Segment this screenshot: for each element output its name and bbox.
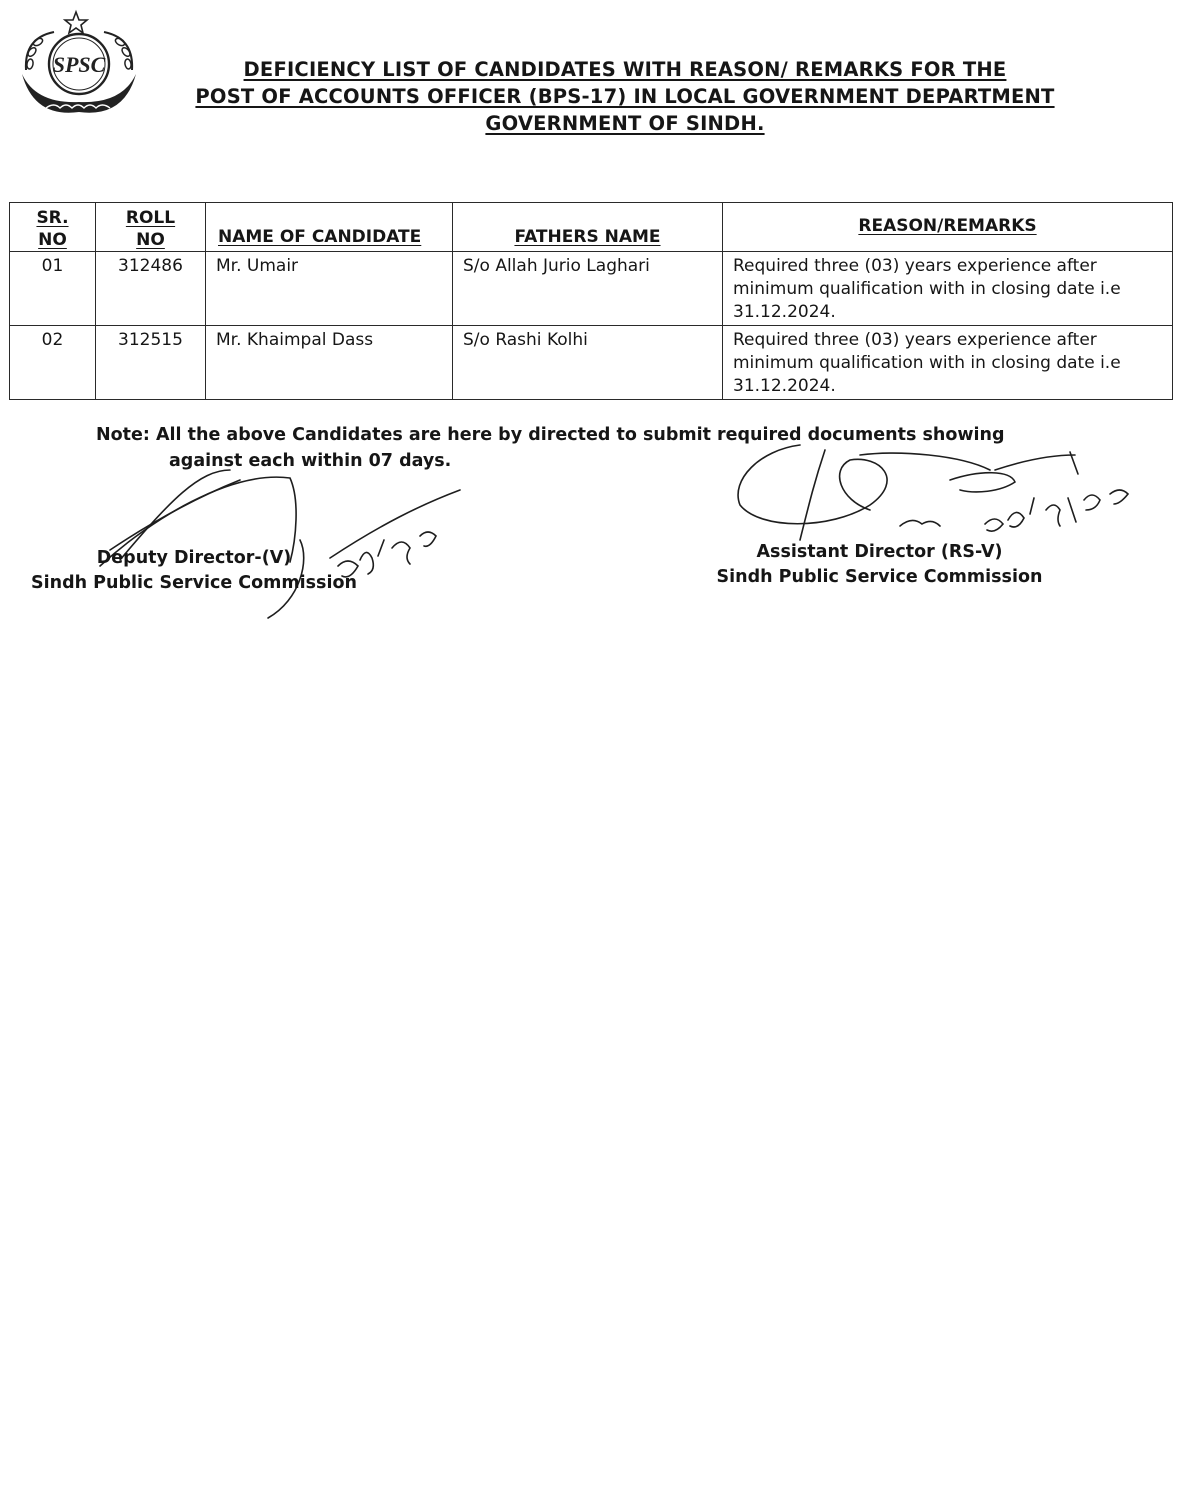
- header-candidate-name: NAME OF CANDIDATE: [206, 203, 453, 252]
- title-line-1: DEFICIENCY LIST OF CANDIDATES WITH REASON/ REMARKS FOR THE: [243, 58, 1007, 81]
- header-roll-no: ROLL NO: [96, 203, 206, 252]
- table-row: [10, 252, 1173, 326]
- header-sr-no: SR. NO: [10, 203, 96, 252]
- assistant-director-title: Assistant Director (RS-V): [756, 542, 1003, 562]
- cell-sr-no: 02: [10, 326, 96, 400]
- deficiency-table: [9, 202, 1173, 400]
- note-line-2: against each within 07 days.: [169, 451, 452, 471]
- table-header-row: [10, 203, 1173, 252]
- table-row: [10, 326, 1173, 400]
- assistant-director-org: Sindh Public Service Commission: [716, 567, 1043, 587]
- cell-sr-no: 01: [10, 252, 96, 326]
- cell-fathers-name: S/o Allah Jurio Laghari: [453, 252, 723, 326]
- cell-candidate-name: Mr. Khaimpal Dass: [206, 326, 453, 400]
- note-label: Note:: [96, 425, 150, 445]
- note-text: [96, 422, 1056, 474]
- header-reason-remarks: REASON/REMARKS: [723, 203, 1173, 252]
- header-fathers-name: FATHERS NAME: [453, 203, 723, 252]
- cell-reason: Required three (03) years experience after minimum qualification with in closing date i.e 31.12.2024.: [723, 252, 1173, 326]
- cell-reason: Required three (03) years experience after minimum qualification with in closing date i.e 31.12.2024.: [723, 326, 1173, 400]
- deputy-director-org: Sindh Public Service Commission: [31, 573, 357, 593]
- title-line-3: GOVERNMENT OF SINDH.: [485, 112, 765, 135]
- cell-roll-no: 312515: [96, 326, 206, 400]
- svg-text:SPSC: SPSC: [52, 52, 106, 77]
- deputy-director-title: Deputy Director-(V): [96, 548, 292, 568]
- deputy-director-signature-block: [24, 546, 364, 596]
- document-title: [140, 56, 1110, 137]
- note-line-1: All the above Candidates are here by directed to submit required documents showing: [156, 425, 1005, 445]
- cell-candidate-name: Mr. Umair: [206, 252, 453, 326]
- assistant-director-signature-block: [712, 540, 1047, 590]
- title-line-2: POST OF ACCOUNTS OFFICER (BPS-17) IN LOCAL GOVERNMENT DEPARTMENT: [195, 85, 1055, 108]
- cell-fathers-name: S/o Rashi Kolhi: [453, 326, 723, 400]
- spsc-logo-icon: [14, 8, 144, 120]
- cell-roll-no: 312486: [96, 252, 206, 326]
